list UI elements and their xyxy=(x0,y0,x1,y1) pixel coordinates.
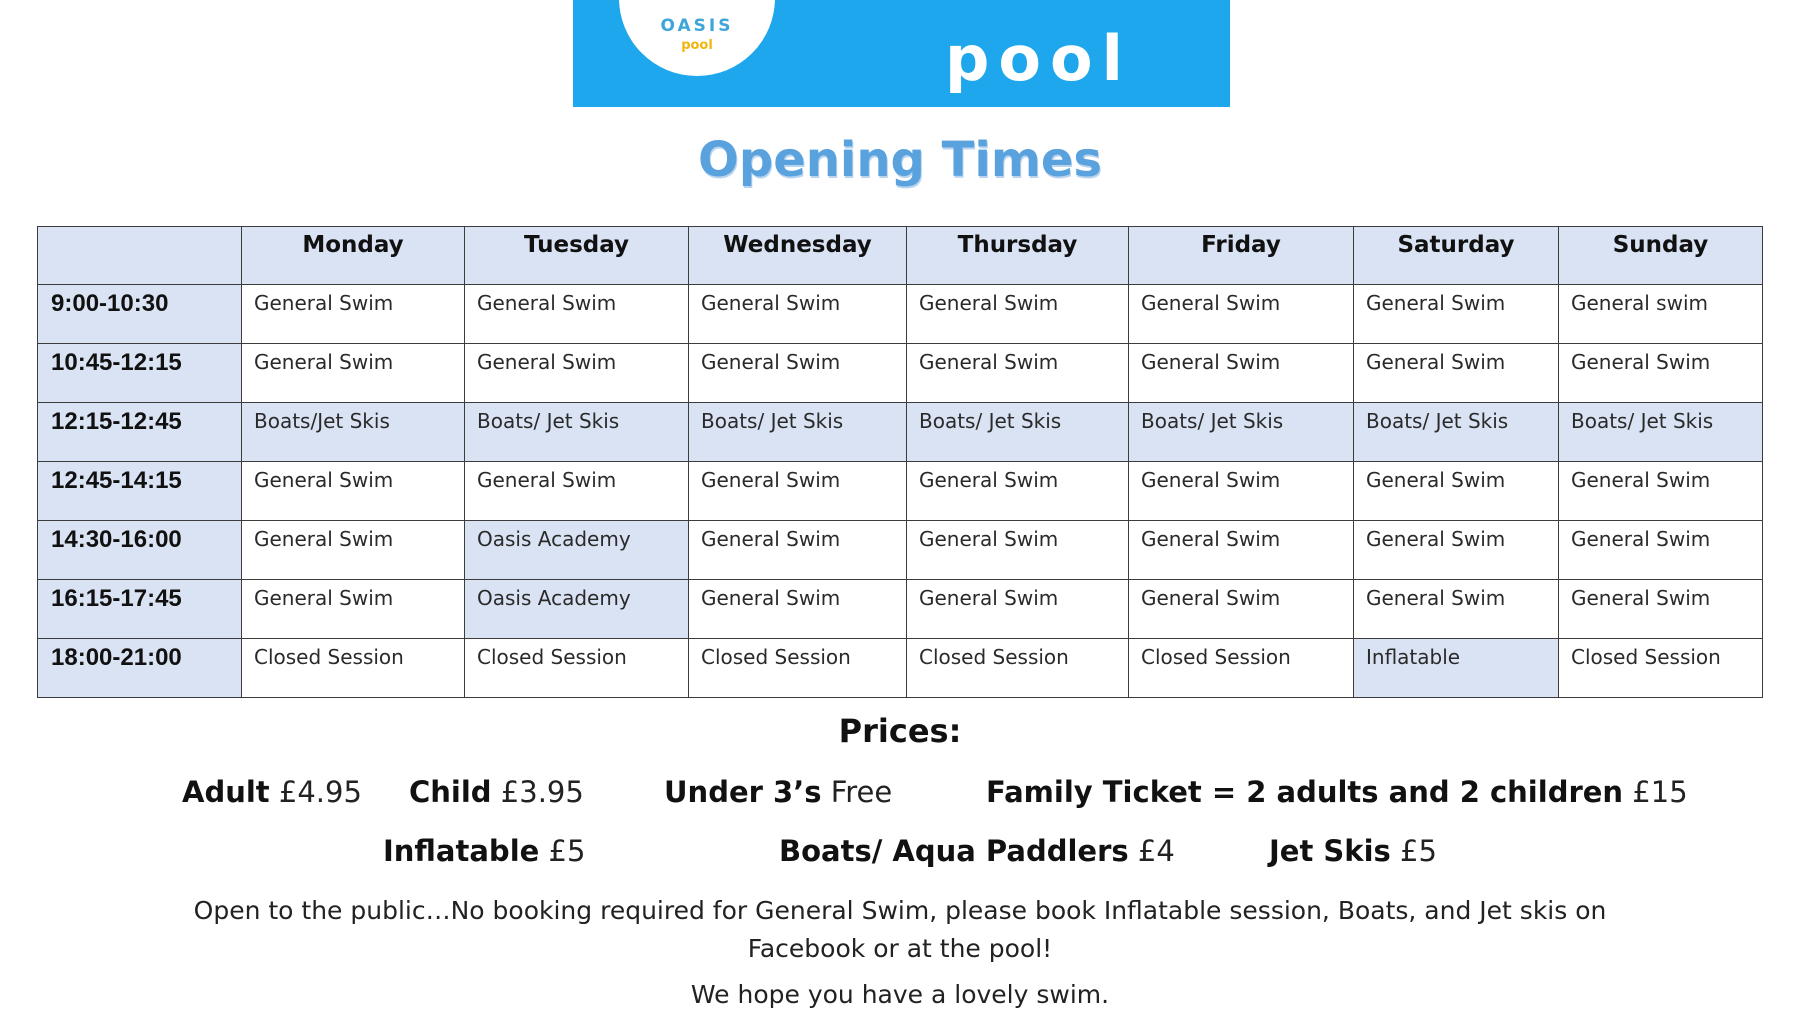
session-cell: General Swim xyxy=(689,580,907,639)
session-cell: Closed Session xyxy=(1559,639,1763,698)
table-row xyxy=(38,403,1763,462)
session-cell: Boats/Jet Skis xyxy=(242,403,465,462)
session-cell: Closed Session xyxy=(689,639,907,698)
page-title: Opening Times xyxy=(698,132,1102,188)
booking-notice: Open to the public…No booking required for General Swim, please book Inflatable session, Boats, and Jet skis on Facebook or at the pool! xyxy=(193,896,1607,963)
closing-message: We hope you have a lovely swim. xyxy=(690,980,1110,1009)
oasis-logo xyxy=(619,0,775,76)
session-cell: General Swim xyxy=(1559,344,1763,403)
session-cell: General Swim xyxy=(1129,285,1354,344)
session-cell: Boats/ Jet Skis xyxy=(1559,403,1763,462)
day-header-wednesday: Wednesday xyxy=(689,227,907,285)
session-cell: Boats/ Jet Skis xyxy=(465,403,689,462)
session-cell: General Swim xyxy=(907,580,1129,639)
price-child-value: £3.95 xyxy=(500,775,584,809)
session-cell: Boats/ Jet Skis xyxy=(689,403,907,462)
day-header-saturday: Saturday xyxy=(1354,227,1559,285)
table-header-row xyxy=(38,227,1763,285)
opening-times-table xyxy=(37,226,1763,698)
logo-word: OASIS xyxy=(660,16,734,36)
session-cell: Closed Session xyxy=(242,639,465,698)
session-cell: General Swim xyxy=(1129,344,1354,403)
session-cell: Closed Session xyxy=(465,639,689,698)
price-under3-value: Free xyxy=(830,775,893,809)
session-cell: General Swim xyxy=(689,462,907,521)
price-inflatable-label: Inflatable xyxy=(383,834,540,868)
session-cell: General Swim xyxy=(242,462,465,521)
time-slot: 10:45-12:15 xyxy=(38,344,242,403)
day-header-sunday: Sunday xyxy=(1559,227,1763,285)
price-inflatable-value: £5 xyxy=(548,834,586,868)
day-header-tuesday: Tuesday xyxy=(465,227,689,285)
session-cell: General Swim xyxy=(689,521,907,580)
day-header-monday: Monday xyxy=(242,227,465,285)
time-slot: 14:30-16:00 xyxy=(38,521,242,580)
price-adult-label: Adult xyxy=(182,775,270,809)
session-cell: General Swim xyxy=(907,462,1129,521)
session-cell: Closed Session xyxy=(1129,639,1354,698)
price-family-value: £15 xyxy=(1632,775,1688,809)
session-cell: General Swim xyxy=(465,285,689,344)
header-banner xyxy=(573,0,1230,107)
price-jetskis-label: Jet Skis xyxy=(1269,834,1391,868)
session-cell: Closed Session xyxy=(907,639,1129,698)
time-slot: 9:00-10:30 xyxy=(38,285,242,344)
session-cell: General Swim xyxy=(1559,521,1763,580)
price-boats-value: £4 xyxy=(1137,834,1175,868)
price-family xyxy=(986,775,1688,809)
session-cell: General Swim xyxy=(1129,462,1354,521)
session-cell: General Swim xyxy=(1354,521,1559,580)
session-cell: Oasis Academy xyxy=(465,580,689,639)
logo-sub: pool xyxy=(681,38,713,53)
table-row xyxy=(38,344,1763,403)
session-cell: Boats/ Jet Skis xyxy=(1354,403,1559,462)
session-cell: General Swim xyxy=(907,344,1129,403)
session-cell: General Swim xyxy=(689,344,907,403)
price-child xyxy=(409,775,584,809)
time-slot: 12:45-14:15 xyxy=(38,462,242,521)
session-cell: General Swim xyxy=(1559,580,1763,639)
session-cell: General Swim xyxy=(1129,521,1354,580)
table-row xyxy=(38,285,1763,344)
session-cell: General Swim xyxy=(242,521,465,580)
session-cell: General Swim xyxy=(1129,580,1354,639)
session-cell: General Swim xyxy=(689,285,907,344)
session-cell: Boats/ Jet Skis xyxy=(907,403,1129,462)
table-row xyxy=(38,462,1763,521)
price-jetskis-value: £5 xyxy=(1400,834,1437,868)
price-adult-value: £4.95 xyxy=(278,775,362,809)
day-header-thursday: Thursday xyxy=(907,227,1129,285)
session-cell: Oasis Academy xyxy=(465,521,689,580)
session-cell: Inflatable xyxy=(1354,639,1559,698)
price-child-label: Child xyxy=(409,775,492,809)
banner-word: pool xyxy=(945,22,1132,95)
day-header-friday: Friday xyxy=(1129,227,1354,285)
session-cell: General Swim xyxy=(1354,462,1559,521)
session-cell: General Swim xyxy=(1354,285,1559,344)
price-inflatable xyxy=(383,834,585,868)
session-cell: General Swim xyxy=(242,285,465,344)
session-cell: General Swim xyxy=(242,580,465,639)
session-cell: General Swim xyxy=(907,285,1129,344)
session-cell: General Swim xyxy=(1354,580,1559,639)
price-under3 xyxy=(664,775,892,809)
price-jetskis xyxy=(1269,834,1437,868)
table-row xyxy=(38,639,1763,698)
session-cell: General Swim xyxy=(907,521,1129,580)
table-row xyxy=(38,580,1763,639)
price-under3-label: Under 3’s xyxy=(664,775,822,809)
prices-title: Prices: xyxy=(838,712,962,750)
session-cell: Boats/ Jet Skis xyxy=(1129,403,1354,462)
header-blank-cell xyxy=(38,227,242,285)
time-slot: 16:15-17:45 xyxy=(38,580,242,639)
table-row xyxy=(38,521,1763,580)
session-cell: General Swim xyxy=(1559,462,1763,521)
time-slot: 12:15-12:45 xyxy=(38,403,242,462)
session-cell: General Swim xyxy=(1354,344,1559,403)
session-cell: General Swim xyxy=(465,344,689,403)
session-cell: General swim xyxy=(1559,285,1763,344)
session-cell: General Swim xyxy=(465,462,689,521)
time-slot: 18:00-21:00 xyxy=(38,639,242,698)
price-adult xyxy=(182,775,362,809)
price-boats-label: Boats/ Aqua Paddlers xyxy=(779,834,1129,868)
price-family-label: Family Ticket = 2 adults and 2 children xyxy=(986,775,1624,809)
session-cell: General Swim xyxy=(242,344,465,403)
price-boats xyxy=(779,834,1175,868)
